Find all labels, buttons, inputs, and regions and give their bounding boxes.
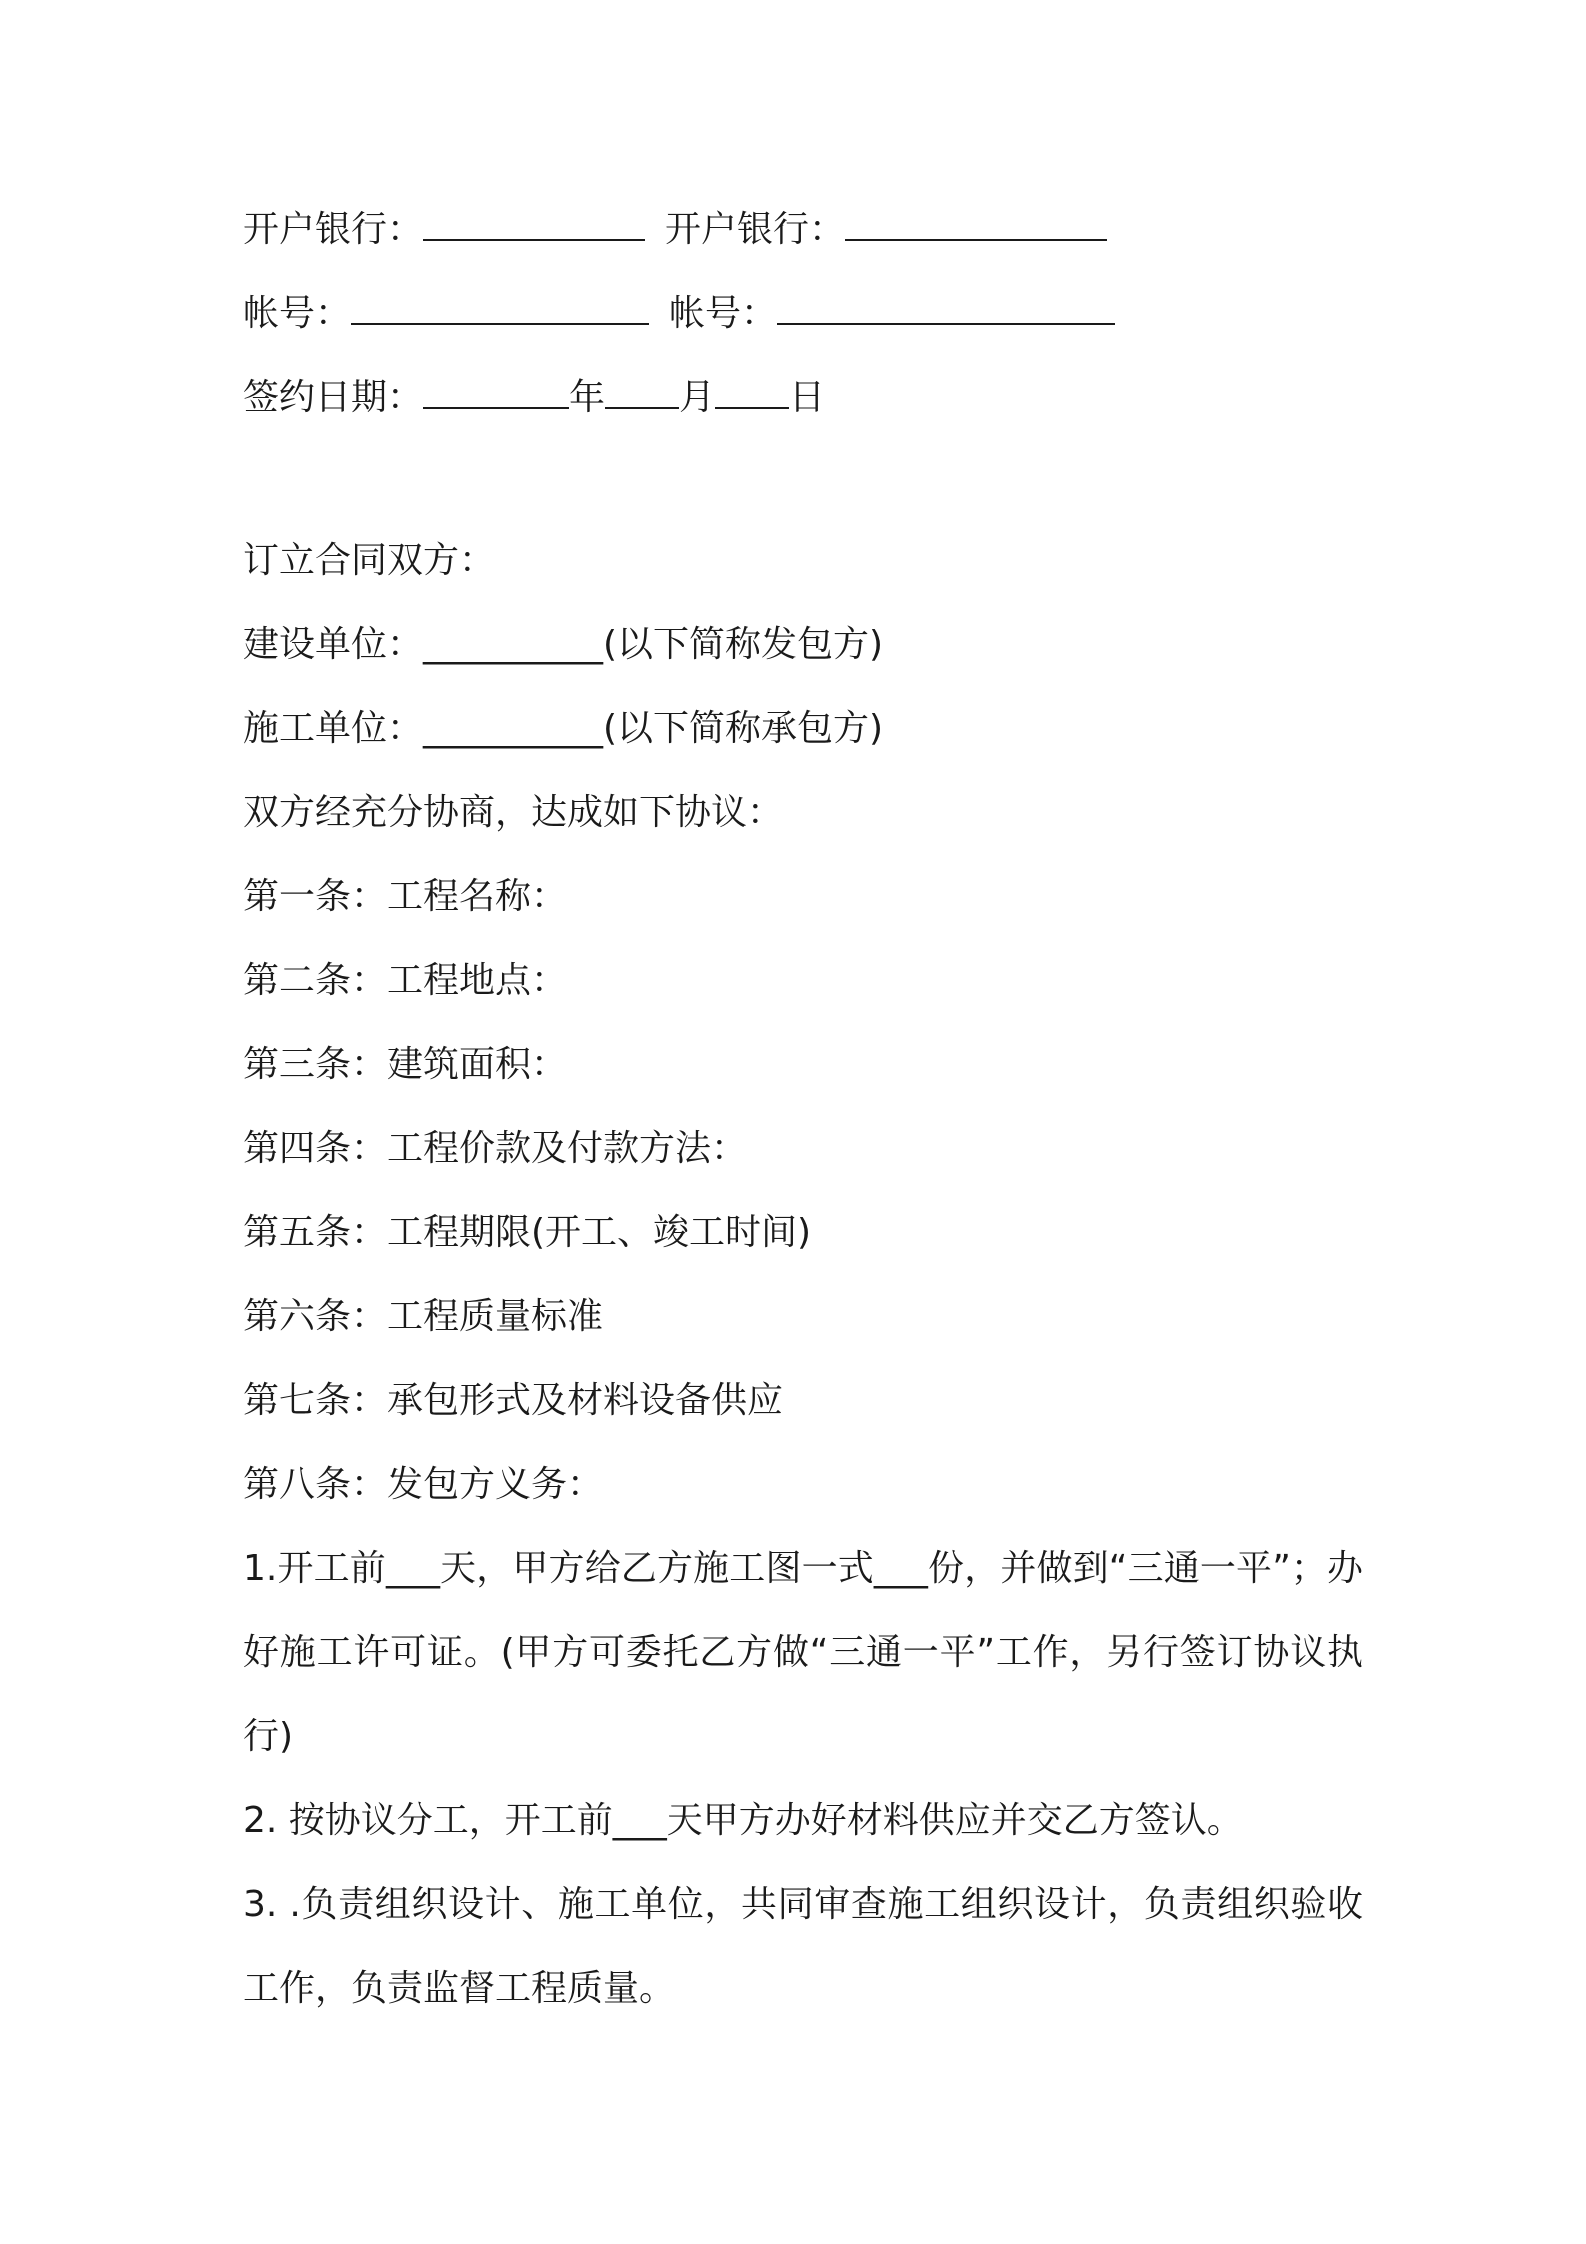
account-label-b: 帐号： — [669, 293, 778, 334]
account-label-a: 帐号： — [243, 293, 352, 334]
agreement-line: 双方经充分协商，达成如下协议： — [243, 792, 784, 833]
obligation-3: 3. .负责组织设计、施工单位，共同审查施工组织设计，负责组织验收工作，负责监督工程质量。 — [243, 1884, 1363, 2009]
builder-note: (以下简称发包方) — [603, 624, 884, 665]
builder-label: 建设单位： — [243, 624, 424, 665]
article-3: 第三条：建筑面积： — [243, 1044, 568, 1085]
contractor-label: 施工单位： — [243, 708, 424, 749]
parties-heading: 订立合同双方： — [243, 540, 496, 581]
date-row — [243, 371, 825, 422]
article-2: 第二条：工程地点： — [243, 960, 568, 1001]
article-1: 第一条：工程名称： — [243, 876, 568, 917]
article-6: 第六条：工程质量标准 — [243, 1296, 604, 1337]
contractor-blank[interactable]: __________ — [423, 708, 604, 749]
bank-row — [243, 203, 1107, 254]
contractor-row — [243, 705, 883, 753]
bank-blank-a[interactable] — [423, 203, 645, 241]
year-label: 年 — [569, 377, 606, 418]
article-5: 第五条：工程期限(开工、竣工时间) — [243, 1212, 812, 1253]
obligation-2: 2. 按协议分工，开工前___天甲方办好材料供应并交乙方签认。 — [243, 1800, 1243, 1841]
account-row — [243, 287, 1115, 338]
bank-blank-b[interactable] — [845, 203, 1107, 241]
builder-blank[interactable]: __________ — [423, 624, 604, 665]
bank-label-b: 开户银行： — [665, 209, 846, 250]
month-label: 月 — [679, 377, 716, 418]
contractor-note: (以下简称承包方) — [603, 708, 884, 749]
obligation-1: 1.开工前___天，甲方给乙方施工图一式___份，并做到“三通一平”；办好施工许可证。(甲方可委托乙方做“三通一平”工作，另行签订协议执行) — [243, 1548, 1363, 1757]
builder-row — [243, 621, 883, 669]
day-blank[interactable] — [715, 371, 789, 409]
day-label: 日 — [789, 377, 826, 418]
account-blank-a[interactable] — [351, 287, 649, 325]
article-4: 第四条：工程价款及付款方法： — [243, 1128, 748, 1169]
article-7: 第七条：承包形式及材料设备供应 — [243, 1380, 784, 1421]
bank-label-a: 开户银行： — [243, 209, 424, 250]
article-8: 第八条：发包方义务： — [243, 1464, 604, 1505]
account-blank-b[interactable] — [777, 287, 1115, 325]
date-label: 签约日期： — [243, 377, 424, 418]
month-blank[interactable] — [605, 371, 679, 409]
year-blank[interactable] — [423, 371, 569, 409]
